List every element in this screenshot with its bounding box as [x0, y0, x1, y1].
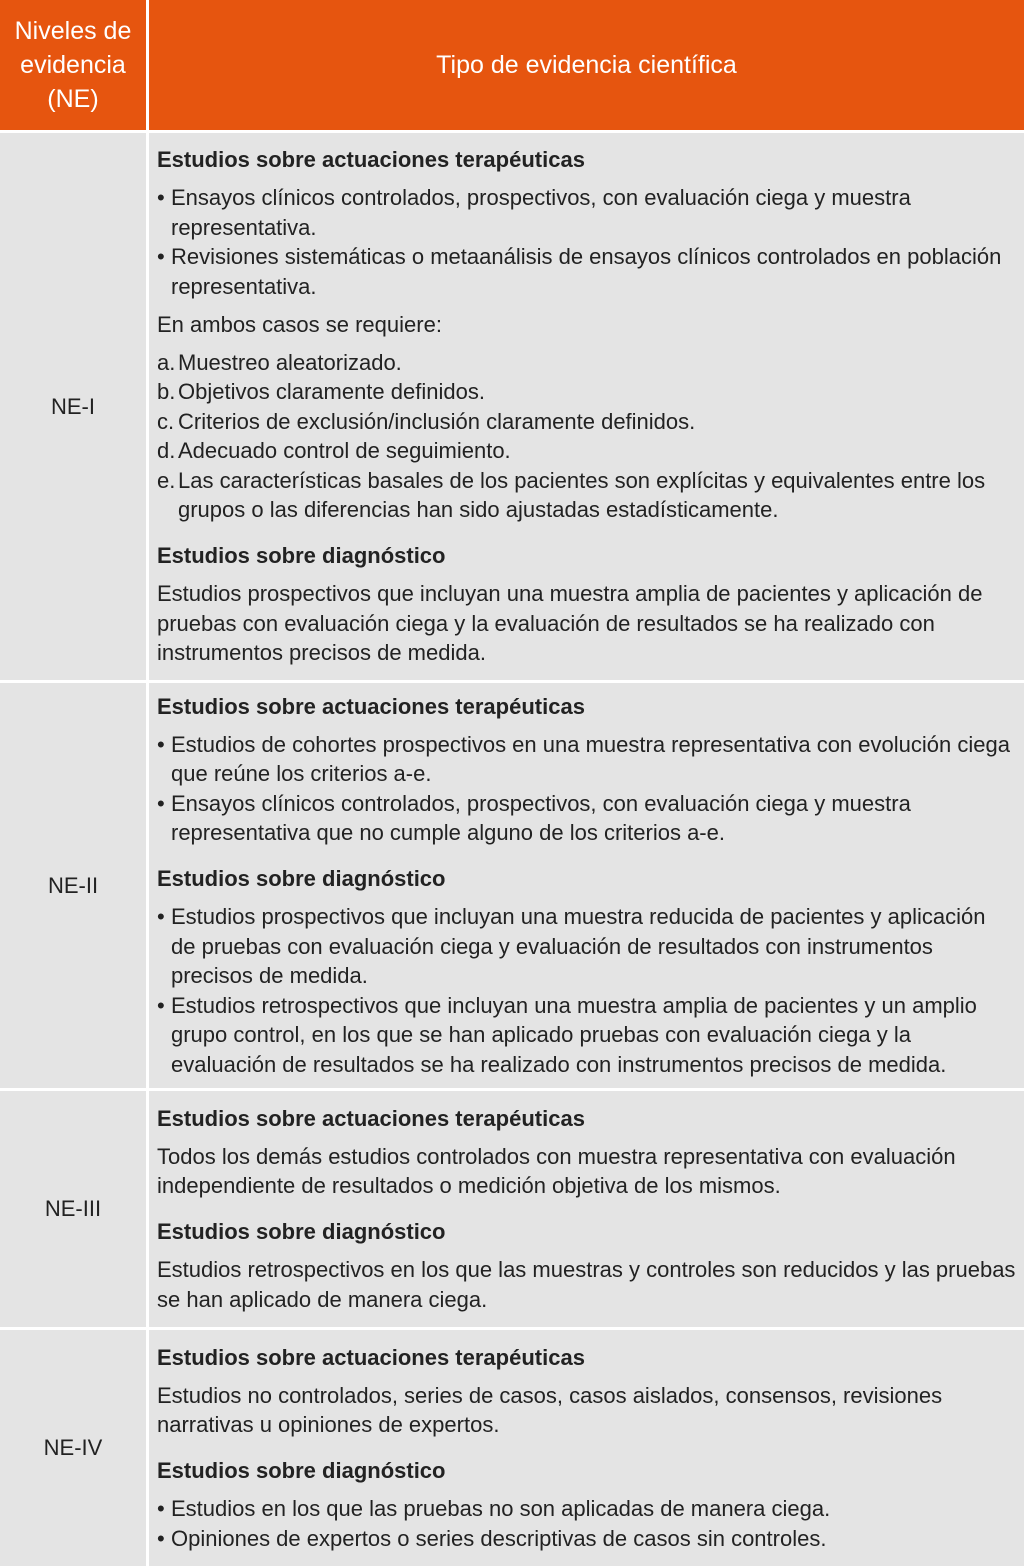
- bullet-item: • Ensayos clínicos controlados, prospectivos, con evaluación ciega y muestra representativa que no cumple alguno de los criterios a-e.: [157, 789, 1016, 848]
- criteria-marker: a.: [157, 349, 176, 375]
- criteria-text: Objetivos claramente definidos.: [178, 379, 485, 405]
- section-text: Estudios retrospectivos en los que las muestras y controles son reducidos y las pruebas se han aplicado de manera ciega.: [157, 1257, 1016, 1312]
- bullet-item: • Opiniones de expertos o series descriptivas de casos sin controles.: [157, 1524, 1016, 1554]
- bullet-item: • Ensayos clínicos controlados, prospectivos, con evaluación ciega y muestra representativa.: [157, 183, 1016, 242]
- bullet-list: [157, 1494, 1016, 1553]
- section-heading: Estudios sobre actuaciones terapéuticas: [157, 1344, 585, 1370]
- bullet-item: • Estudios retrospectivos que incluyan una muestra amplia de pacientes y un amplio grupo control, en los que se han aplicado pruebas con evaluación ciega y la evaluación de resultados se ha realizado con instrumentos precisos de medida.: [157, 991, 1016, 1080]
- bullet-item: • Revisiones sistemáticas o metaanálisis de ensayos clínicos controlados en población representativa.: [157, 242, 1016, 301]
- evidence-cell-ne-iii: [149, 1091, 1024, 1327]
- section-therapeutic-studies: [157, 145, 1016, 525]
- bullet-item: • Estudios de cohortes prospectivos en una muestra representativa con evolución ciega que reúne los criterios a-e.: [157, 730, 1016, 789]
- criteria-item: [157, 377, 1016, 407]
- section-heading: Estudios sobre diagnóstico: [157, 866, 446, 892]
- criteria-text: Las características basales de los pacientes son explícitas y equivalentes entre los grupos o las diferencias han sido ajustadas estadísticamente.: [178, 467, 986, 523]
- bullet-item: • Estudios prospectivos que incluyan una muestra reducida de pacientes y aplicación de pruebas con evaluación ciega y evaluación de resultados con instrumentos precisos de medida.: [157, 902, 1016, 991]
- bullet-item: • Estudios en los que las pruebas no son aplicadas de manera ciega.: [157, 1494, 1016, 1524]
- criteria-marker: e.: [157, 467, 176, 493]
- evidence-cell-ne-ii: [149, 683, 1024, 1088]
- criteria-item: [157, 436, 1016, 466]
- level-label: NE-III: [44, 1196, 102, 1221]
- section-text: Estudios no controlados, series de casos, casos aislados, consensos, revisiones narrativas u opiniones de expertos.: [157, 1382, 943, 1438]
- level-cell-ne-i: [0, 133, 146, 680]
- level-cell-ne-iv: [0, 1330, 146, 1566]
- criteria-marker: c.: [157, 408, 175, 434]
- section-heading: Estudios sobre diagnóstico: [157, 543, 446, 569]
- section-diagnostic-studies: [157, 541, 1016, 668]
- section-text: Todos los demás estudios controlados con muestra representativa con evaluación independiente de resultados o medición objetiva de los mismos.: [157, 1143, 956, 1199]
- header-evidence-column: [149, 0, 1024, 130]
- section-therapeutic-studies: [157, 692, 1016, 848]
- level-cell-ne-ii: [0, 683, 146, 1088]
- criteria-text: Criterios de exclusión/inclusión claramente definidos.: [178, 408, 696, 434]
- section-heading: Estudios sobre actuaciones terapéuticas: [157, 693, 585, 719]
- level-label: NE-II: [47, 872, 99, 898]
- bullet-list: [157, 902, 1016, 1079]
- section-therapeutic-studies: [157, 1104, 1016, 1201]
- bullet-list: [157, 183, 1016, 301]
- requirement-note: En ambos casos se requiere:: [157, 311, 442, 337]
- evidence-cell-ne-iv: [149, 1330, 1024, 1566]
- section-heading: Estudios sobre actuaciones terapéuticas: [157, 147, 585, 173]
- section-heading: Estudios sobre diagnóstico: [157, 1458, 446, 1484]
- criteria-marker: d.: [157, 438, 176, 464]
- level-cell-ne-iii: [0, 1091, 146, 1327]
- criteria-text: Adecuado control de seguimiento.: [178, 438, 511, 464]
- criteria-item: [157, 466, 1016, 525]
- header-level-column: [0, 0, 146, 130]
- section-diagnostic-studies: [157, 1456, 1016, 1553]
- section-diagnostic-studies: [157, 864, 1016, 1079]
- criteria-item: [157, 407, 1016, 437]
- level-label: NE-IV: [43, 1435, 103, 1460]
- header-evidence-label: Tipo de evidencia científica: [436, 51, 737, 79]
- section-therapeutic-studies: [157, 1343, 1016, 1440]
- section-text: Estudios prospectivos que incluyan una muestra amplia de pacientes y aplicación de pruebas con evaluación ciega y la evaluación de resultados se ha realizado con instrumentos precisos de medida.: [157, 581, 983, 666]
- bullet-list: [157, 730, 1016, 848]
- section-heading: Estudios sobre actuaciones terapéuticas: [157, 1105, 585, 1131]
- criteria-text: Muestreo aleatorizado.: [178, 349, 402, 375]
- criteria-marker: b.: [157, 379, 176, 405]
- level-label: NE-I: [51, 393, 95, 419]
- section-heading: Estudios sobre diagnóstico: [157, 1219, 446, 1245]
- evidence-cell-ne-i: [149, 133, 1024, 680]
- criteria-item: [157, 348, 1016, 378]
- header-level-label: Niveles de evidencia (NE): [14, 17, 132, 113]
- criteria-list: [157, 348, 1016, 525]
- section-diagnostic-studies: [157, 1217, 1016, 1314]
